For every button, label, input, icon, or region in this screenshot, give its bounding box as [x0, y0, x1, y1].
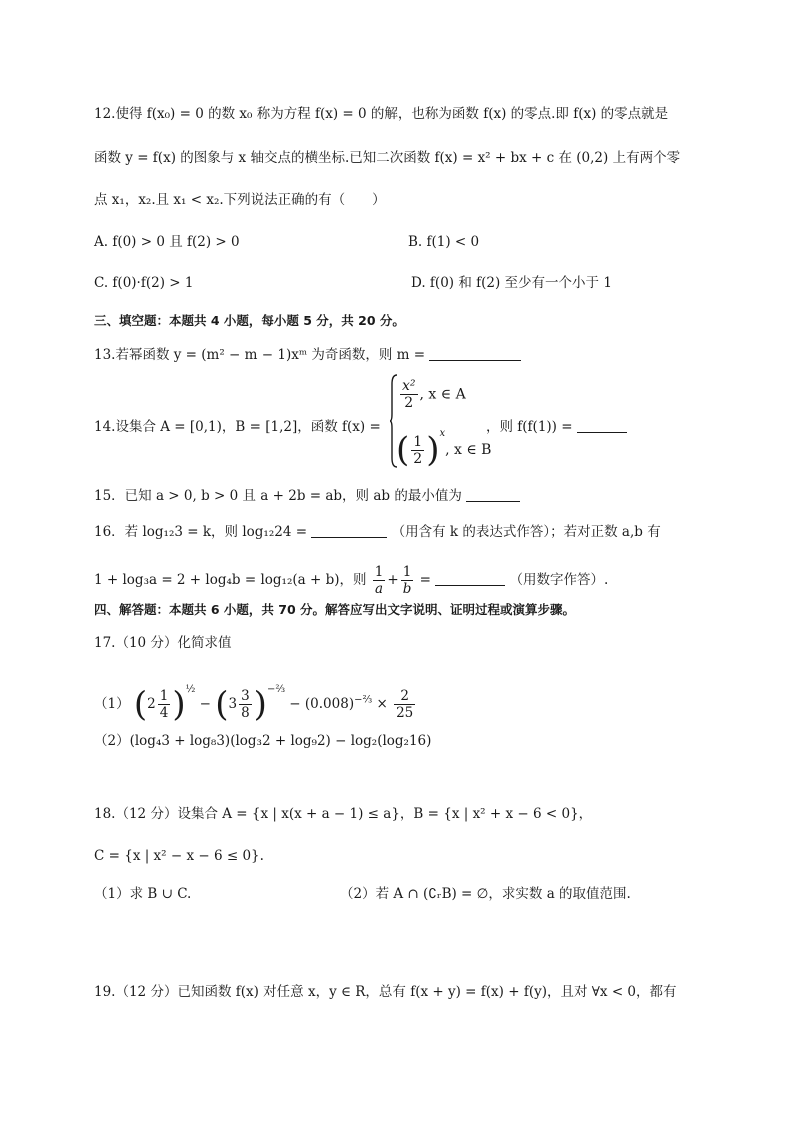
q15	[94, 486, 520, 506]
q14-case2-fraction: $\frac{1}{2}$	[413, 433, 423, 467]
q14-case-1	[398, 378, 466, 411]
section-3-heading: 三、填空题：本题共 4 小题，每小题 5 分，共 20 分。	[94, 313, 405, 328]
q17-title: 17.（10 分）化简求值	[94, 635, 232, 651]
q14-case2-condition: , x ∈ B	[445, 442, 492, 458]
q14-case-2: ( $\frac{1}{2}$ )$^x$, x ∈ B	[396, 428, 492, 470]
q18-line-1: 18.（12 分）设集合 A = {x | x(x + a − 1) ≤ a}，B = {x | x² + x − 6 < 0}，	[94, 806, 593, 822]
q16-line-2: 1 + log₃a = 2 + log₄b = log₁₂(a + b)，则 $\frac{1}{a}$ + $\frac{1}{b}$ = （用数字作答）.	[94, 564, 609, 597]
section-4-heading: 四、解答题：本题共 6 小题，共 70 分。解答应写出文字说明、证明过程或演算步骤。	[94, 602, 576, 617]
q17-part-2: （2）(log₄3 + log₈3)(log₃2 + log₉2) − log₂(log₂16)	[94, 733, 432, 749]
q14-case1-condition: , x ∈ A	[419, 386, 466, 403]
q16-text-2c: （用数字作答）.	[509, 572, 609, 588]
q16-fraction-1-over-b: $\frac{1}{b}$	[402, 564, 412, 597]
q12-option-a: A. f(0) > 0 且 f(2) > 0	[94, 234, 240, 250]
q13	[94, 345, 521, 365]
q16-fraction-1-over-a: $\frac{1}{a}$	[374, 564, 384, 597]
q18-line-2: C = {x | x² − x − 6 ≤ 0}.	[94, 848, 264, 864]
q16-text-1a: 16．若 log₁₂3 = k，则 log₁₂24 =	[94, 524, 308, 540]
q12-option-d: D. f(0) 和 f(2) 至少有一个小于 1	[411, 275, 612, 291]
q15-answer-blank	[466, 487, 520, 502]
q14-suffix-text: ，则 f(f(1)) =	[486, 419, 573, 435]
q16-text-2b: =	[419, 572, 431, 588]
q12-line-3: 点 x₁，x₂.且 x₁ < x₂.下列说法正确的有（ ）	[94, 192, 386, 208]
q16-text-1b: （用含有 k 的表达式作答）；若对正数 a,b 有	[391, 524, 661, 540]
q18-part-2: （2）若 A ∩ (∁ᵣB) = ∅，求实数 a 的取值范围.	[340, 886, 631, 902]
q19-line-1: 19.（12 分）已知函数 f(x) 对任意 x，y ∈ R，总有 f(x + y) = f(x) + f(y)，且对 ∀x < 0，都有	[94, 984, 677, 1000]
q12-option-b: B. f(1) < 0	[408, 234, 480, 250]
q16-answer-blank-2	[435, 571, 505, 586]
q13-answer-blank	[429, 346, 521, 361]
q16-text-2a: 1 + log₃a = 2 + log₄b = log₁₂(a + b)，则	[94, 572, 367, 588]
q16-answer-blank-1	[311, 523, 387, 538]
q14-answer-blank	[577, 418, 627, 433]
q15-text: 15．已知 a > 0, b > 0 且 a + 2b = ab，则 ab 的最小值为	[94, 488, 462, 504]
q16-line-1	[94, 522, 661, 542]
q13-text: 13.若幂函数 y = (m² − m − 1)xᵐ 为奇函数，则 m =	[94, 347, 426, 363]
q18-part-1: （1）求 B ∪ C.	[94, 886, 192, 902]
q14-suffix	[486, 417, 627, 437]
q17-part1-label: （1）	[94, 696, 130, 712]
q12-option-c: C. f(0)·f(2) > 1	[94, 275, 194, 291]
q14-case1-numerator: x²	[402, 378, 416, 394]
q12-line-1: 12.使得 f(x₀) = 0 的数 x₀ 称为方程 f(x) = 0 的解，也称为函数 f(x) 的零点.即 f(x) 的零点就是	[94, 106, 669, 122]
q14-case1-fraction	[400, 378, 418, 411]
q12-line-2: 函数 y = f(x) 的图象与 x 轴交点的横坐标.已知二次函数 f(x) = x² + bx + c 在 (0,2) 上有两个零	[94, 150, 681, 166]
q14-prefix: 14.设集合 A = [0,1)，B = [1,2]，函数 f(x) =	[94, 419, 381, 435]
q17-part-1: （1） (2 $\frac{1}{4}$ )$^{\frac{1}{2}}$ − (3 $\frac{3}{8}$ )$^{-\frac{2}{3}} - (0.008)^{-\frac{2}{3}}$ × $\frac{2}{25}$	[94, 684, 414, 725]
q14-case1-denominator: 2	[404, 395, 414, 411]
